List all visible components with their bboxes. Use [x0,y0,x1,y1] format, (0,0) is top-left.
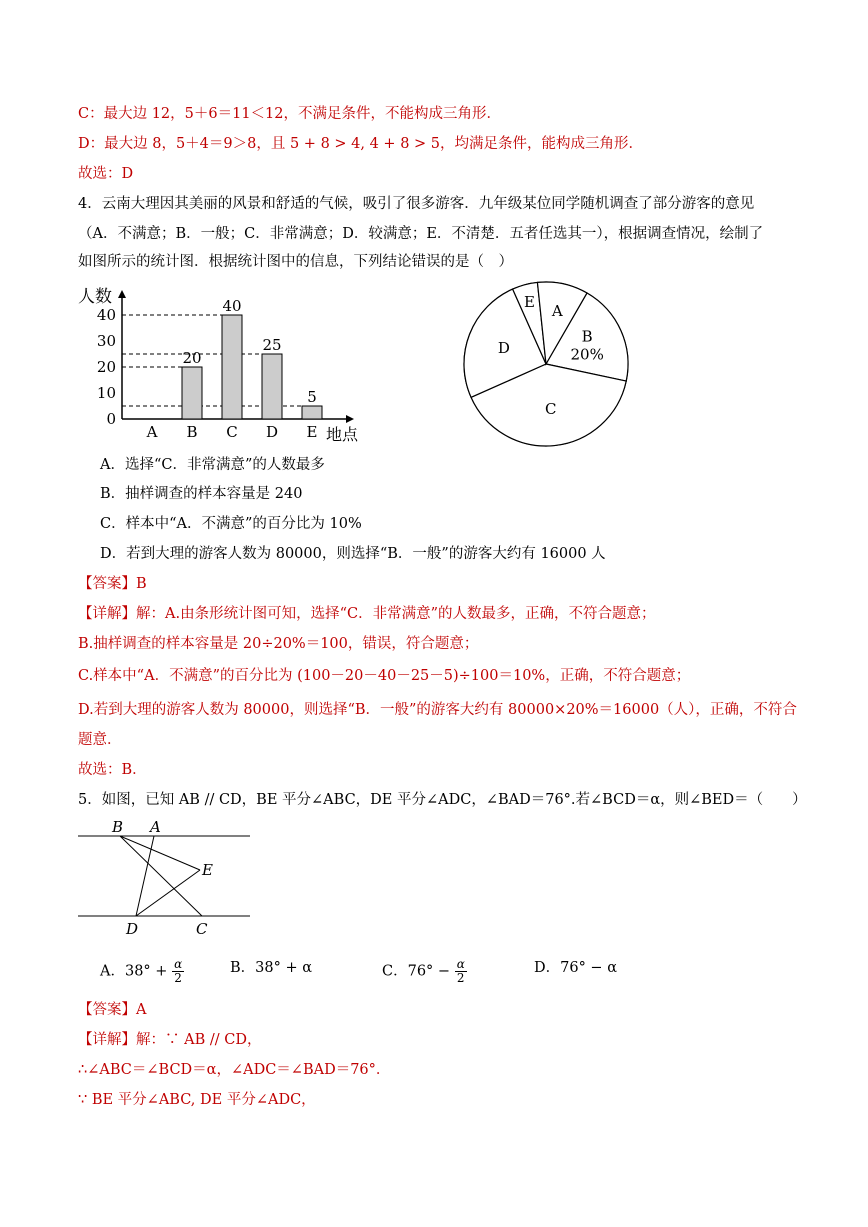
y-tick-30: 30 [96,332,116,350]
y-tick-0: 0 [106,410,116,428]
question-5-option-a: A．38° + $\frac{\alpha}{2}$ [100,957,183,985]
pie-label-B: B [581,327,593,346]
question-4-line-1: 4．云南大理因其美丽的风景和舒适的气候，吸引了很多游客．九年级某位同学随机调查了部分游客的意见 [78,196,755,212]
bar-D [262,354,282,419]
pie-label-A: A [551,302,563,321]
x-tick-B: B [186,423,198,441]
y-tick-40: 40 [96,306,116,324]
answer-choice-b: 故选：B． [78,762,147,778]
geometry-figure [78,820,258,940]
pie-label-C: C [544,399,557,418]
bar-B [182,367,202,419]
point-c-label: C [196,920,208,938]
point-a-label: A [150,820,161,836]
question-5: 5．如图，已知 AB // CD，BE 平分∠ABC，DE 平分∠ADC，∠BAD＝76°.若∠BCD＝α，则∠BED＝（ ） [78,792,807,808]
y-axis-arrow [118,290,126,298]
answer-4: 【答案】B [78,576,147,592]
bar-label-B: 20 [182,349,202,367]
explanation-4-line-5: 题意． [78,732,122,748]
x-tick-A: A [146,423,158,441]
bar-label-C: 40 [222,297,242,315]
bar-chart-xlabel: 地点 [326,425,359,444]
question-4-option-c: C．样本中“A．不满意”的百分比为 10% [100,516,362,532]
answer-choice-d: 故选：D [78,166,134,182]
bar-C [222,315,242,419]
bar-label-E: 5 [307,388,317,406]
question-4-line-3: 如图所示的统计图．根据统计图中的信息，下列结论错误的是（ ） [78,254,513,270]
explanation-4-line-3: C.样本中“A．不满意”的百分比为 (100－20－40－25－5)÷100＝10%，正确，不符合题意； [78,668,691,684]
point-e-label: E [202,861,213,879]
pie-label-E: E [523,293,535,312]
question-4-option-d: D．若到大理的游客人数为 80000，则选择“B．一般”的游客大约有 16000 人 [100,546,606,562]
bar-E [302,406,322,419]
explanation-5-line-3: ∵ BE 平分∠ABC, DE 平分∠ADC， [78,1092,316,1108]
pie-chart [460,280,640,450]
x-tick-C: C [226,423,238,441]
explanation-5-line-2: ∴∠ABC＝∠BCD＝α，∠ADC＝∠BAD＝76°． [78,1062,391,1078]
explanation-5-line-1: 【详解】解：∵ AB // CD， [78,1032,262,1048]
bar-label-D: 25 [262,336,282,354]
question-5-option-b: B．38° + α [230,960,313,976]
answer-5: 【答案】A [78,1002,147,1018]
explanation-4-line-2: B.抽样调查的样本容量是 20÷20%＝100，错误，符合题意； [78,636,479,652]
explanation-4-line-1: 【详解】解：A.由条形统计图可知，选择“C．非常满意”的人数最多，正确，不符合题意； [78,606,656,622]
pie-value-B: 20% [570,345,604,364]
question-5-option-c: C．76° − $\frac{\alpha}{2}$ [382,957,465,985]
x-axis-arrow [346,415,354,423]
bar-chart [70,280,370,448]
y-tick-20: 20 [96,358,116,376]
point-b-label: B [112,820,124,836]
question-4-option-a: A．选择“C．非常满意”的人数最多 [100,457,325,473]
question-4-option-b: B．抽样调查的样本容量是 240 [100,486,303,502]
explanation-4-line-4: D.若到大理的游客人数为 80000，则选择“B．一般”的游客大约有 80000×20%＝16000（人），正确，不符合 [78,702,797,718]
y-tick-10: 10 [96,384,116,402]
option-c-explanation: C：最大边 12，5＋6＝11＜12，不满足条件，不能构成三角形． [78,106,502,122]
pie-label-D: D [497,338,510,357]
option-d-explanation: D：最大边 8，5＋4＝9＞8，且 5 + 8 > 4, 4 + 8 > 5，均满足条件，能构成三角形． [78,136,644,152]
bar-chart-ylabel: 人数 [78,287,112,307]
question-4-line-2: （A．不满意；B．一般；C．非常满意；D．较满意；E．不清楚．五者任选其一），根据调查情况，绘制了 [78,226,764,242]
x-tick-D: D [265,423,279,441]
question-5-option-d: D．76° − α [534,960,617,976]
point-d-label: D [126,920,139,938]
x-tick-E: E [306,423,318,441]
